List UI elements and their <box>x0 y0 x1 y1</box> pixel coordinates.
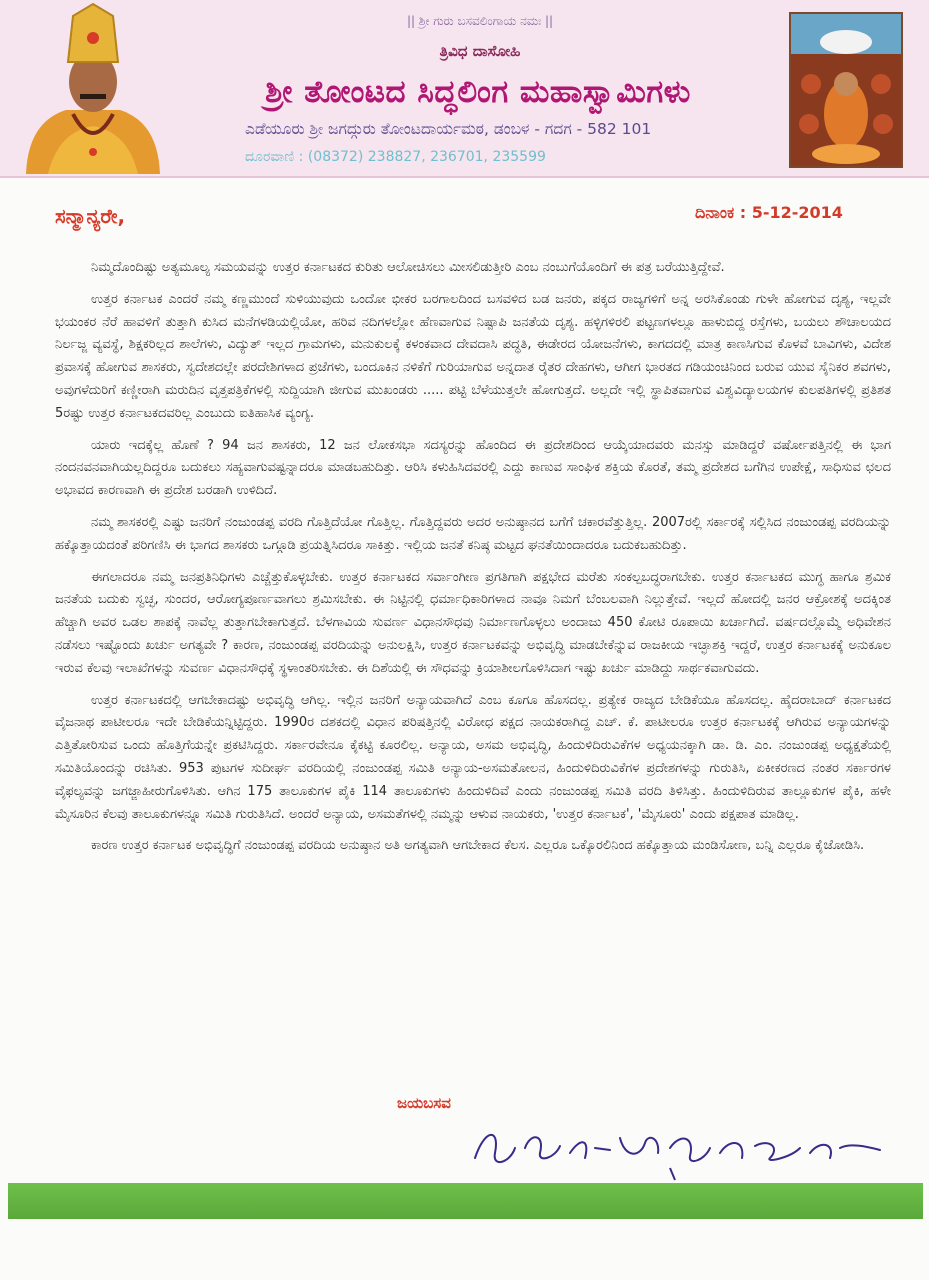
letterhead-subtitle: ತ್ರಿವಿಧ ದಾಸೋಹಿ <box>439 42 521 60</box>
paragraph: ಈಗಲಾದರೂ ನಮ್ಮ ಜನಪ್ರತಿನಿಧಿಗಳು ಎಚ್ಚೆತ್ತುಕೊಳ್ಳಬೇಕು. ಉತ್ತರ ಕರ್ನಾಟಕದ ಸರ್ವಾಂಗೀಣ ಪ್ರಗತಿಗಾಗಿ ಪಕ್ಷಭೇದ ಮರೆತು ಸಂಕಲ್ಪಬದ್ಧರಾಗಬೇಕು. ಉತ್ತರ ಕರ್ನಾಟಕದ ಮುಗ್ಧ ಹಾಗೂ ಶ್ರಮಿಕ ಜನತೆಯ ಬದುಕು ಸ್ವಚ್ಛ, ಸುಂದರ, ಆರೋಗ್ಯಪೂರ್ಣವಾಗಲು ಶ್ರಮಿಸಬೇಕು. ಈ ನಿಟ್ಟಿನಲ್ಲಿ ಧರ್ಮಾಧಿಕಾರಿಗಳಾದ ನಾವೂ ನಿಮಗೆ ಬೆಂಬಲವಾಗಿ ನಿಲ್ಲುತ್ತೇವೆ. ಇಲ್ಲದೆ ಹೋದಲ್ಲಿ ಜನರ ಆಕ್ರೋಶಕ್ಕೆ ಅದಕ್ಕಿಂತ ಹೆಚ್ಚಾಗಿ ಅವರ ಒಡಲ ಶಾಪಕ್ಕೆ ನಾವೆಲ್ಲ ತುತ್ತಾಗಬೇಕಾಗುತ್ತದೆ. ಬೆಳಗಾವಿಯ ಸುವರ್ಣ ವಿಧಾನಸೌಧವು ನಿರ್ಮಾಣಗೊಳ್ಳಲು ಅಂದಾಜು 450 ಕೋಟಿ ರೂಪಾಯಿ ಖರ್ಚಾಗಿದೆ. ವರ್ಷದಲ್ಲೊಮ್ಮೆ ಅಧಿವೇಶನ ನಡೆಸಲು ಇಷ್ಟೊಂದು ಖರ್ಚು ಅಗತ್ಯವೇ ? ಕಾರಣ, ನಂಜುಂಡಪ್ಪ ವರದಿಯನ್ನು ಅನುಲಕ್ಷಿಸಿ, ಉತ್ತರ ಕರ್ನಾಟಕವನ್ನು ಅಭಿವೃದ್ಧಿ ಮಾಡಬೇಕೆನ್ನುವ ರಾಜಕೀಯ ಇಚ್ಛಾಶಕ್ತಿ ಇದ್ದರೆ, ಉತ್ತರ ಕರ್ನಾಟಕಕ್ಕೆ ಅನುಕೂಲ ಇರುವ ಕೆಲವು ಇಲಾಖೆಗಳನ್ನು ಸುವರ್ಣ ವಿಧಾನಸೌಧಕ್ಕೆ ಸ್ಥಳಾಂತರಿಸಬೇಕು. ಈ ದಿಶೆಯಲ್ಲಿ ಈ ಸೌಧವನ್ನು ಕ್ರಿಯಾಶೀಲಗೊಳಿಸಿದಾಗ ಇಷ್ಟು ಖರ್ಚು ಮಾಡಿದ್ದು ಸಾರ್ಥಕವಾಗುವದು. <box>55 569 891 676</box>
paragraph: ನಮ್ಮ ಶಾಸಕರಲ್ಲಿ ಎಷ್ಟು ಜನರಿಗೆ ನಂಜುಂಡಪ್ಪ ವರದಿ ಗೊತ್ತಿದೆಯೋ ಗೊತ್ತಿಲ್ಲ. ಗೊತ್ತಿದ್ದವರು ಅದರ ಅನುಷ್ಠಾನದ ಬಗೆಗೆ ಚಕಾರವೆತ್ತುತ್ತಿಲ್ಲ. 2007ರಲ್ಲಿ ಸರ್ಕಾರಕ್ಕೆ ಸಲ್ಲಿಸಿದ ನಂಜುಂಡಪ್ಪ ವರದಿಯನ್ನು ಹಕ್ಕೊತ್ತಾಯದಂತೆ ಪರಿಗಣಿಸಿ ಈ ಭಾಗದ ಶಾಸಕರು ಒಗ್ಗೂಡಿ ಪ್ರಯತ್ನಿಸಿದರೂ ಸಾಕಿತ್ತು. ಇಲ್ಲಿಯ ಜನತೆ ಕನಿಷ್ಠ ಮಟ್ಟದ ಘನತೆಯಿಂದಾದರೂ ಬದುಕಬಹುದಿತ್ತು. <box>55 514 891 553</box>
deity-picture <box>789 12 903 168</box>
letterhead-address: ಎಡೆಯೂರು ಶ್ರೀ ಜಗದ್ಗುರು ತೋಂಟದಾರ್ಯಮಠ, ಡಂಬಳ - ಗದಗ - 582 101 <box>245 120 652 138</box>
paragraph: ನಿಮ್ಮದೊಂದಿಷ್ಟು ಅತ್ಯಮೂಲ್ಯ ಸಮಯವನ್ನು ಉತ್ತರ ಕರ್ನಾಟಕದ ಕುರಿತು ಆಲೋಚಿಸಲು ಮೀಸಲಿಡುತ್ತೀರಿ ಎಂಬ ನಂಬುಗೆಯೊಂದಿಗೆ ಈ ಪತ್ರ ಬರೆಯುತ್ತಿದ್ದೇವೆ. <box>91 260 725 275</box>
paragraph: ಉತ್ತರ ಕರ್ನಾಟಕದಲ್ಲಿ ಆಗಬೇಕಾದಷ್ಟು ಅಭಿವೃದ್ಧಿ ಆಗಿಲ್ಲ. ಇಲ್ಲಿನ ಜನರಿಗೆ ಅನ್ಯಾಯವಾಗಿದೆ ಎಂಬ ಕೂಗೂ ಹೊಸದಲ್ಲ. ಪ್ರತ್ಯೇಕ ರಾಜ್ಯದ ಬೇಡಿಕೆಯೂ ಹೊಸದಲ್ಲ. ಹೈದರಾಬಾದ್ ಕರ್ನಾಟಕದ ವೈಜನಾಥ ಪಾಟೀಲರೂ ಇದೇ ಬೇಡಿಕೆಯನ್ನಿಟ್ಟಿದ್ದರು. 1990ರ ದಶಕದಲ್ಲಿ ವಿಧಾನ ಪರಿಷತ್ತಿನಲ್ಲಿ ವಿರೋಧ ಪಕ್ಷದ ನಾಯಕರಾಗಿದ್ದ ಎಚ್. ಕೆ. ಪಾಟೀಲರೂ ಉತ್ತರ ಕರ್ನಾಟಕಕ್ಕೆ ಆಗಿರುವ ಅನ್ಯಾಯಗಳನ್ನು ಎತ್ತಿತೋರಿಸುವ ಒಂದು ಹೊತ್ತಿಗೆಯನ್ನೇ ಪ್ರಕಟಿಸಿದ್ದರು. ಸರ್ಕಾರವೇನೂ ಕೈಕಟ್ಟಿ ಕೂರಲಿಲ್ಲ. ಅನ್ಯಾಯ, ಅಸಮ ಅಭಿವೃದ್ಧಿ, ಹಿಂದುಳಿದಿರುವಿಕೆಗಳ ಅಧ್ಯಯನಕ್ಕಾಗಿ ಡಾ. ಡಿ. ಎಂ. ನಂಜುಂಡಪ್ಪ ಅಧ್ಯಕ್ಷತೆಯಲ್ಲಿ ಸಮಿತಿಯೊಂದನ್ನು ರಚಿಸಿತು. 953 ಪುಟಗಳ ಸುದೀರ್ಘ ವರದಿಯಲ್ಲಿ ನಂಜುಂಡಪ್ಪ ಸಮಿತಿ ಅನ್ಯಾಯ-ಅಸಮತೋಲನ, ಹಿಂದುಳಿದಿರುವಿಕೆಗಳ ಪ್ರದೇಶಗಳನ್ನು ಗುರುತಿಸಿ, ಏಕೀಕರಣದ ನಂತರ ಸರ್ಕಾರಗಳ ವೈಫಲ್ಯವನ್ನು ಜಗಜ್ಜಾಹೀರುಗೊಳಿಸಿತು. ಆಗಿನ 175 ತಾಲೂಕುಗಳ ಪೈಕಿ 114 ತಾಲೂಕುಗಳು ಹಿಂದುಳಿದಿವೆ ಎಂದು ನಂಜುಂಡಪ್ಪ ಸಮಿತಿ ವರದಿ ತಿಳಿಸಿತ್ತು. ಹಿಂದುಳಿದಿರುವ ತಾಲ್ಲೂಕುಗಳ ಪೈಕಿ, ಹಳೇ ಮೈಸೂರಿನ ಕೆಲವು ತಾಲೂಕುಗಳನ್ನೂ ಸಮಿತಿ ಗುರುತಿಸಿದೆ. ಅಂದರೆ ಅನ್ಯಾಯ, ಅಸಮತೆಗಳಲ್ಲಿ ನಮ್ಮನ್ನು ಆಳುವ ನಾಯಕರು, 'ಉತ್ತರ ಕರ್ನಾಟಕ', 'ಮೈಸೂರು' ಎಂದು ಪಕ್ಷಪಾತ ಮಾಡಿಲ್ಲ. <box>55 692 891 822</box>
deity-illustration <box>791 14 901 166</box>
paragraph: ಯಾರು ಇದಕ್ಕೆಲ್ಲ ಹೊಣೆ ? 94 ಜನ ಶಾಸಕರು, 12 ಜನ ಲೋಕಸಭಾ ಸದಸ್ಯರನ್ನು ಹೊಂದಿದ ಈ ಪ್ರದೇಶದಿಂದ ಆಯ್ಕೆಯಾದವರು ಮನಸ್ಸು ಮಾಡಿದ್ದರೆ ವರ್ಷೋಪತ್ತಿನಲ್ಲಿ ಈ ಭಾಗ ನಂದನವನವಾಗಿಯಲ್ಲದಿದ್ದರೂ ಬದುಕಲು ಸಹ್ಯವಾಗುವಷ್ಟನ್ನಾದರೂ ಮಾಡಬಹುದಿತ್ತು. ಆರಿಸಿ ಕಳುಹಿಸಿದವರಲ್ಲಿ ಎದ್ದು ಕಾಣುವ ಸಾಂಘಿಕ ಶಕ್ತಿಯ ಕೊರತೆ, ತಮ್ಮ ಪ್ರದೇಶದ ಬಗೆಗಿನ ಉಪೇಕ್ಷೆ, ಸಾಧಿಸುವ ಛಲದ ಅಭಾವದ ಕಾರಣವಾಗಿ ಈ ಪ್ರದೇಶ ಬರಡಾಗಿ ಉಳಿದಿದೆ. <box>55 437 891 499</box>
letter-salutation: ಸನ್ಮಾನ್ಯರೇ, <box>55 204 126 228</box>
letterhead-divider <box>0 176 929 178</box>
paragraph: ಕಾರಣ ಉತ್ತರ ಕರ್ನಾಟಕ ಅಭಿವೃದ್ಧಿಗೆ ನಂಜುಂಡಪ್ಪ ವರದಿಯ ಅನುಷ್ಠಾನ ಅತಿ ಅಗತ್ಯವಾಗಿ ಆಗಬೇಕಾದ ಕೆಲಸ. ಎಲ್ಲರೂ ಒಕ್ಕೊರಲಿನಿಂದ ಹಕ್ಕೊತ್ತಾಯ ಮಂಡಿಸೋಣ, ಬನ್ನಿ ಎಲ್ಲರೂ ಕೈಜೋಡಿಸಿ. <box>91 838 865 854</box>
letter-closing: ಜಯಬಸವ <box>397 1094 451 1112</box>
swamiji-portrait <box>18 2 168 174</box>
handwritten-signature <box>470 1118 890 1188</box>
footer-band <box>8 1183 923 1219</box>
letter-body <box>55 257 891 867</box>
letterhead-title: ಶ್ರೀ ತೋಂಟದ ಸಿದ್ಧಲಿಂಗ ಮಹಾಸ್ವಾಮಿಗಳು <box>265 74 691 110</box>
letter-date: ದಿನಾಂಕ : 5-12-2014 <box>695 203 843 222</box>
letterhead-phone: ದೂರವಾಣಿ : (08372) 238827, 236701, 235599 <box>245 149 546 165</box>
paragraph: ಉತ್ತರ ಕರ್ನಾಟಕ ಎಂದರೆ ನಮ್ಮ ಕಣ್ಣಮುಂದೆ ಸುಳಿಯುವುದು ಒಂದೋ ಭೀಕರ ಬರಗಾಲದಿಂದ ಬಸವಳಿದ ಬಡ ಜನರು, ಪಕ್ಕದ ರಾಜ್ಯಗಳಿಗೆ ಅನ್ನ ಅರಸಿಕೊಂಡು ಗುಳೇ ಹೋಗುವ ದೃಶ್ಯ, ಇಲ್ಲವೇ ಭಯಂಕರ ನೆರೆ ಹಾವಳಿಗೆ ತುತ್ತಾಗಿ ಕುಸಿದ ಮನೆಗಳಡಿಯಲ್ಲಿಯೋ, ಹರಿವ ನದಿಗಳಲ್ಲೋ ಹೆಣವಾಗುವ ನಿಷ್ಪಾಪಿ ಜನತೆಯ ದೃಶ್ಯ. ಹಳ್ಳಿಗಳಿರಲಿ ಪಟ್ಟಣಗಳಲ್ಲೂ ಹಾಳುಬಿದ್ದ ರಸ್ತೆಗಳು, ಬಯಲು ಶೌಚಾಲಯದ ನಿರ್ಲಜ್ಜ ವ್ಯವಸ್ಥೆ, ಶಿಕ್ಷಕರಿಲ್ಲದ ಶಾಲೆಗಳು, ವಿದ್ಯುತ್ ಇಲ್ಲದ ಗ್ರಾಮಗಳು, ಮನುಕುಲಕ್ಕೆ ಕಳಂಕವಾದ ದೇವದಾಸಿ ಪದ್ಧತಿ, ಈಡೇರದ ಯೋಜನೆಗಳು, ಕಾಗದದಲ್ಲಿ ಮಾತ್ರ ಕಾಣಸಿಗುವ ಕೊಳವೆ ಬಾವಿಗಳು, ವಿದೇಶ ಪ್ರವಾಸಕ್ಕೆ ಹೋಗುವ ಶಾಸಕರು, ಸ್ವದೇಶದಲ್ಲೇ ಪರದೇಶಿಗಳಾದ ಪ್ರಜೆಗಳು, ಬಂದೂಕಿನ ನಳಿಕೆಗೆ ಗುರಿಯಾಗುವ ಅನ್ನದಾತ ರೈತರ ದೇಹಗಳು, ಆಗೀಗ ಭಾರತದ ಗಡಿಯಂಚಿನಿಂದ ಬರುವ ಯುವ ಸೈನಿಕರ ಶವಗಳು, ಅವುಗಳೆದುರಿಗೆ ಕಣ್ಣೀರಾಗಿ ಮರುದಿನ ವೃತ್ತಪತ್ರಿಕೆಗಳಲ್ಲಿ ಸುದ್ದಿಯಾಗಿ ಜೀಗುವ ಮುಖಂಡರು ..... ಪಟ್ಟಿ ಬೆಳೆಯುತ್ತಲೇ ಹೋಗುತ್ತದೆ. ಅಲ್ಲದೇ ಇಲ್ಲಿ ಸ್ಥಾಪಿತವಾಗುವ ವಿಶ್ವವಿದ್ಯಾಲಯಗಳ ಕುಲಪತಿಗಳಲ್ಲಿ ಪ್ರತಿಶತ 5ರಷ್ಟು ಉತ್ತರ ಕರ್ನಾಟಕದವರಿಲ್ಲ ಎಂಬುದು ಐತಿಹಾಸಿಕ ವ್ಯಂಗ್ಯ. <box>55 291 891 421</box>
invocation-text: || ಶ್ರೀ ಗುರು ಬಸವಲಿಂಗಾಯ ನಮಃ || <box>406 14 554 28</box>
